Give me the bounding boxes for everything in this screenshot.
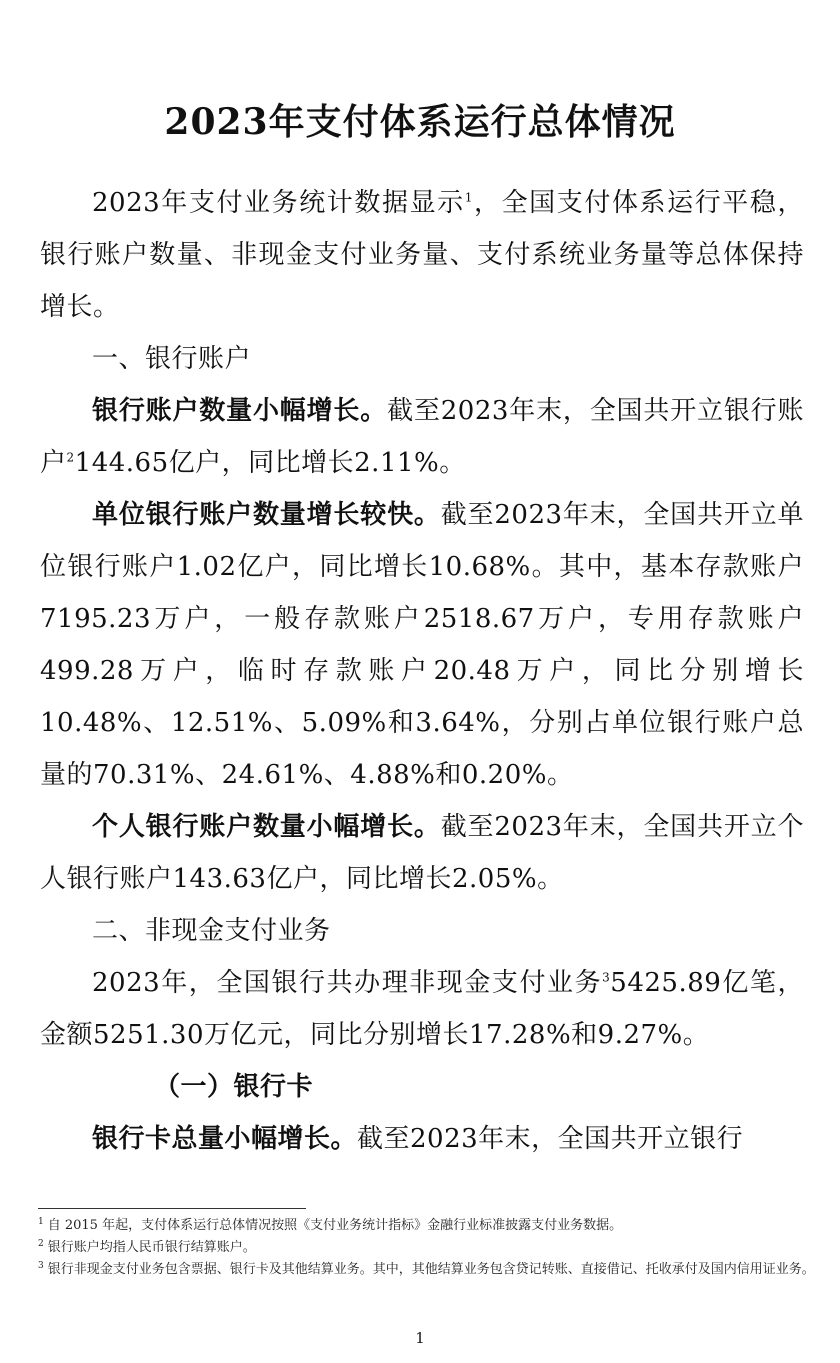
intro-text-cont: ，全国支付体系运行平稳，银行账户数量、非现金支付业务量、支付系统业务量等总体保持增长。 <box>40 188 804 322</box>
page-number: 1 <box>415 1329 425 1347</box>
footnote-number: 2 <box>38 1238 44 1249</box>
footnote-ref-3: 3 <box>602 970 611 985</box>
paragraph-bank-cards <box>40 1113 804 1165</box>
paragraph-text: 截至2023年末，全国共开立银行 <box>357 1124 744 1154</box>
intro-text: 2023年支付业务统计数据显示 <box>92 188 465 218</box>
paragraph-lead: 个人银行账户数量小幅增长。 <box>92 812 441 842</box>
paragraph-unit-accounts <box>40 489 804 801</box>
paragraph-lead: 单位银行账户数量增长较快。 <box>92 500 441 530</box>
paragraph-text: 截至2023年末，全国共开立个人银行账户143.63亿户，同比增长2.05%。 <box>40 812 804 894</box>
intro-paragraph <box>40 177 804 333</box>
paragraph-text-cont: 144.65亿户，同比增长2.11%。 <box>74 448 466 478</box>
footnote-1 <box>38 1216 818 1236</box>
paragraph-lead: 银行卡总量小幅增长。 <box>92 1124 358 1154</box>
section-heading-noncash-payments: 二、非现金支付业务 <box>92 916 331 946</box>
footnote-number: 1 <box>38 1216 44 1227</box>
document-title: 2023年支付体系运行总体情况 <box>164 101 676 144</box>
footnote-ref-1: 1 <box>464 190 473 205</box>
paragraph-lead: 银行账户数量小幅增长。 <box>92 396 388 426</box>
paragraph-personal-accounts <box>40 801 804 905</box>
paragraph-text: 截至2023年末，全国共开立银行账户 <box>40 396 804 478</box>
footnotes <box>38 1216 818 1282</box>
footnote-number: 3 <box>38 1260 44 1271</box>
paragraph-text-cont: 5425.89亿笔，金额5251.30万亿元，同比分别增长17.28%和9.27%。 <box>40 968 804 1050</box>
footnote-3 <box>38 1260 818 1280</box>
footnote-text: 自 2015 年起，支付体系运行总体情况按照《支付业务统计指标》金融行业标准披露支付业务数据。 <box>47 1218 623 1233</box>
paragraph-noncash-total <box>40 957 804 1061</box>
footnote-ref-2: 2 <box>66 450 75 465</box>
paragraph-text: 2023年，全国银行共办理非现金支付业务 <box>92 968 603 998</box>
section-heading-bank-accounts: 一、银行账户 <box>92 344 252 374</box>
paragraph-bank-accounts-total <box>40 385 804 489</box>
footnote-text: 银行非现金支付业务包含票据、银行卡及其他结算业务。其中，其他结算业务包含贷记转账、直接借记、托收承付及国内信用证业务。 <box>47 1262 815 1277</box>
paragraph-text: 截至2023年末，全国共开立单位银行账户1.02亿户，同比增长10.68%。其中，基本存款账户7195.23万户，一般存款账户2518.67万户，专用存款账户499.28万户，临时存款账户20.48万户，同比分别增长10.48%、12.51%、5.09%和3.64%，分别占单位银行账户总量的70.31%、24.61%、4.88%和0.20%。 <box>40 500 804 790</box>
footnote-divider <box>38 1208 306 1209</box>
subsection-heading-bank-cards: （一）银行卡 <box>154 1072 314 1102</box>
document-body <box>40 177 804 1165</box>
footnote-2 <box>38 1238 818 1258</box>
footnote-text: 银行账户均指人民币银行结算账户。 <box>47 1240 256 1255</box>
